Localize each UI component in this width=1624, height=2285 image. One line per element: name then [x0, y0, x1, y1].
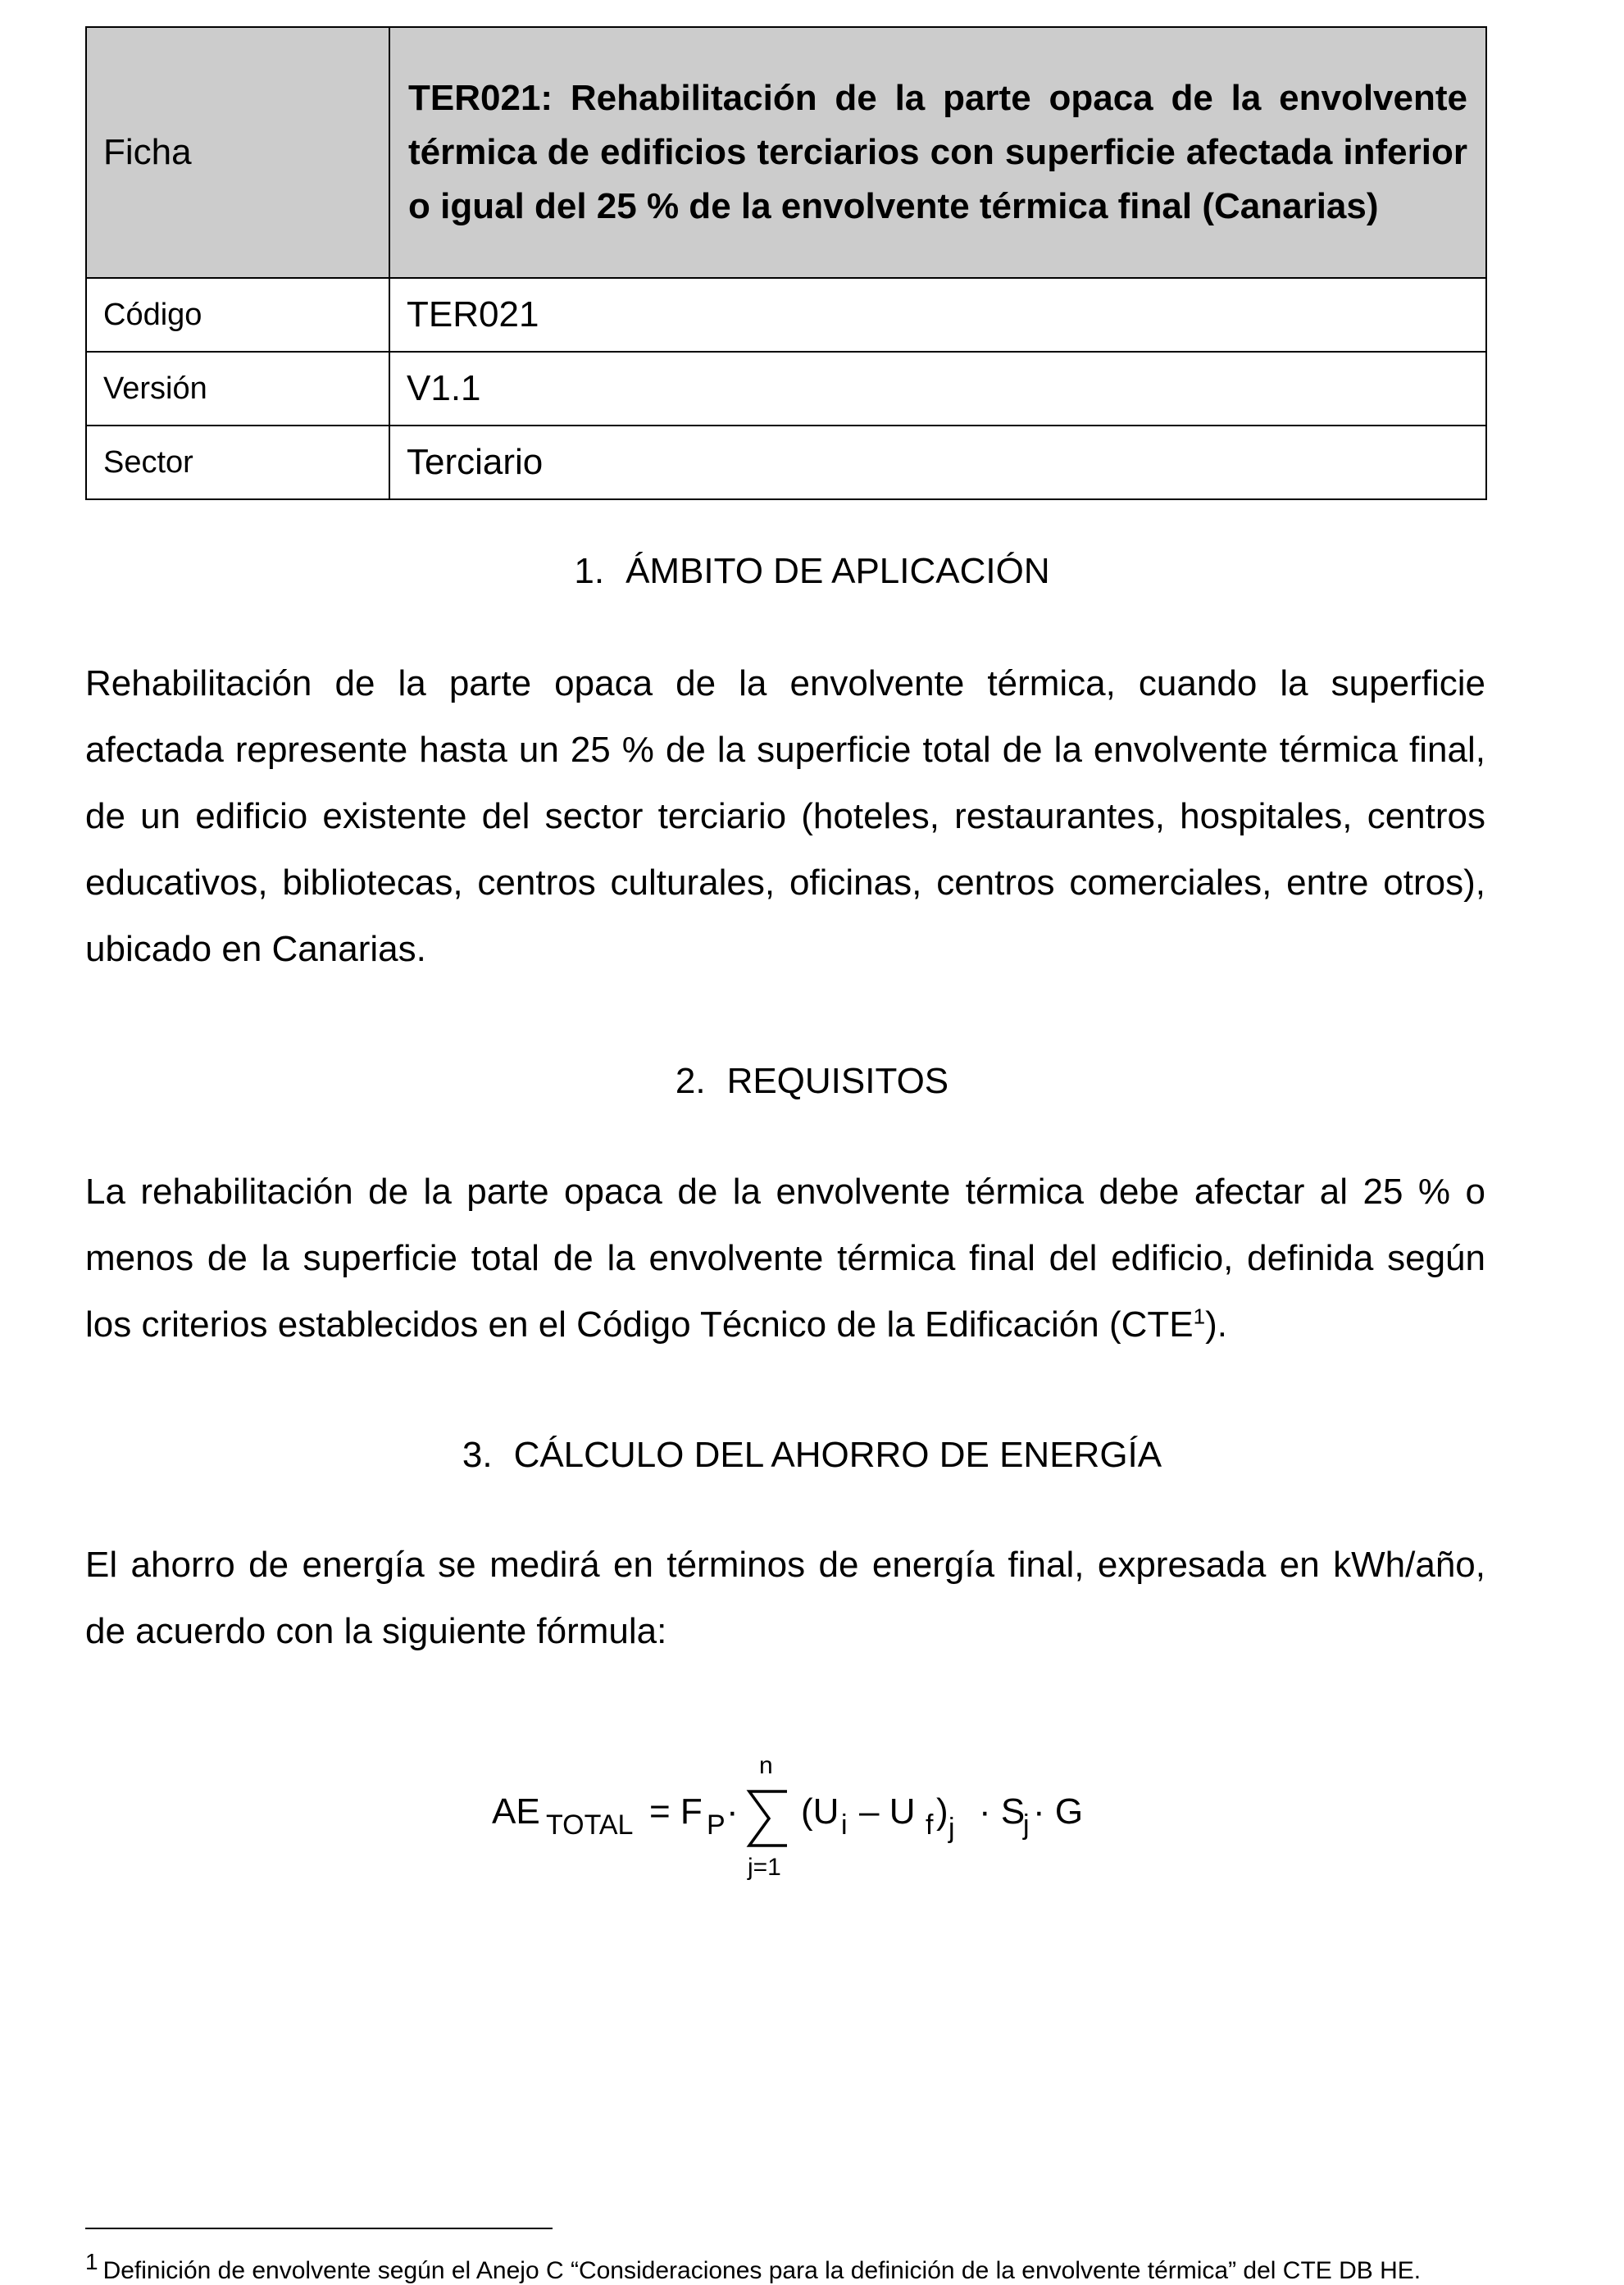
section-2-paragraph	[85, 1158, 1485, 1358]
section-1-paragraph: Rehabilitación de la parte opaca de la envolvente térmica, cuando la superficie afectada represente hasta un 25 % de la superficie total de la envolvente térmica final, de un edificio existente del sector terciario (hoteles, restaurantes, hospitales, centros educativos, bibliotecas, centros culturales, oficinas, centros comerciales, entre otros), ubicado en Canarias.	[85, 663, 1485, 969]
section-2-text: La rehabilitación de la parte opaca de la envolvente térmica debe afectar al 25 % o menos de la superficie total de la envolvente térmica final del edificio, definida según los criterios establecidos en el Código Técnico de la Edificación (CTE	[85, 1172, 1485, 1345]
section-3-heading	[0, 1435, 1624, 1476]
formula-g: · G	[1033, 1791, 1084, 1832]
footnote	[85, 2248, 1495, 2285]
table-row-version	[86, 352, 1486, 426]
section-2-heading	[0, 1061, 1624, 1102]
formula-sj-sub: j	[1023, 1809, 1030, 1841]
formula-dot-1: ·	[726, 1791, 739, 1832]
table-row-codigo	[86, 278, 1486, 352]
formula-s: · S	[979, 1791, 1026, 1832]
section-2-title: REQUISITOS	[726, 1061, 949, 1101]
formula-minus-uf: – U	[859, 1791, 916, 1832]
energy-savings-formula	[492, 1742, 1148, 1906]
section-3-number: 3.	[462, 1435, 493, 1475]
formula-f-sub: f	[926, 1809, 934, 1841]
formula-open-ui: (U	[801, 1791, 839, 1832]
formula-total-sub: TOTAL	[546, 1809, 634, 1841]
section-2-text-end: ).	[1205, 1304, 1227, 1345]
footnote-divider	[85, 2228, 553, 2229]
section-1-heading	[0, 551, 1624, 592]
sector-value: Terciario	[389, 426, 1486, 499]
formula-j-sub: j	[948, 1813, 955, 1844]
formula-ae: AE	[492, 1791, 540, 1832]
formula-lower-limit: j=1	[748, 1854, 781, 1881]
ficha-label: Ficha	[86, 27, 389, 278]
section-1-title: ÁMBITO DE APLICACIÓN	[625, 551, 1050, 591]
section-3-paragraph: El ahorro de energía se medirá en términos de energía final, expresada en kWh/año, de acuerdo con la siguiente fórmula:	[85, 1545, 1485, 1651]
formula-eq-fp: = F	[649, 1791, 703, 1832]
ficha-title: TER021: Rehabilitación de la parte opaca de la envolvente térmica de edificios terciarios con superficie afectada inferior o igual del 25 % de la envolvente térmica final (Canarias)	[389, 27, 1486, 278]
footnote-ref: 1	[1193, 1304, 1206, 1329]
formula-p-sub: P	[707, 1809, 726, 1841]
formula-upper-limit: n	[759, 1752, 773, 1779]
version-value: V1.1	[389, 352, 1486, 426]
sector-label: Sector	[86, 426, 389, 499]
footnote-number: 1	[85, 2249, 98, 2274]
version-label: Versión	[86, 352, 389, 426]
codigo-label: Código	[86, 278, 389, 352]
section-3-title: CÁLCULO DEL AHORRO DE ENERGÍA	[513, 1435, 1162, 1475]
summation-icon	[744, 1788, 792, 1849]
ficha-table	[85, 26, 1487, 500]
formula-i-sub: i	[841, 1809, 848, 1841]
codigo-value: TER021	[389, 278, 1486, 352]
table-row-sector	[86, 426, 1486, 499]
ficha-header-row	[86, 27, 1486, 278]
section-2-number: 2.	[675, 1061, 706, 1101]
footnote-text: Definición de envolvente según el Anejo C “Consideraciones para la definición de la envolvente térmica” del CTE DB HE.	[102, 2257, 1422, 2284]
formula-close: )	[936, 1791, 948, 1832]
section-1-number: 1.	[574, 551, 605, 591]
